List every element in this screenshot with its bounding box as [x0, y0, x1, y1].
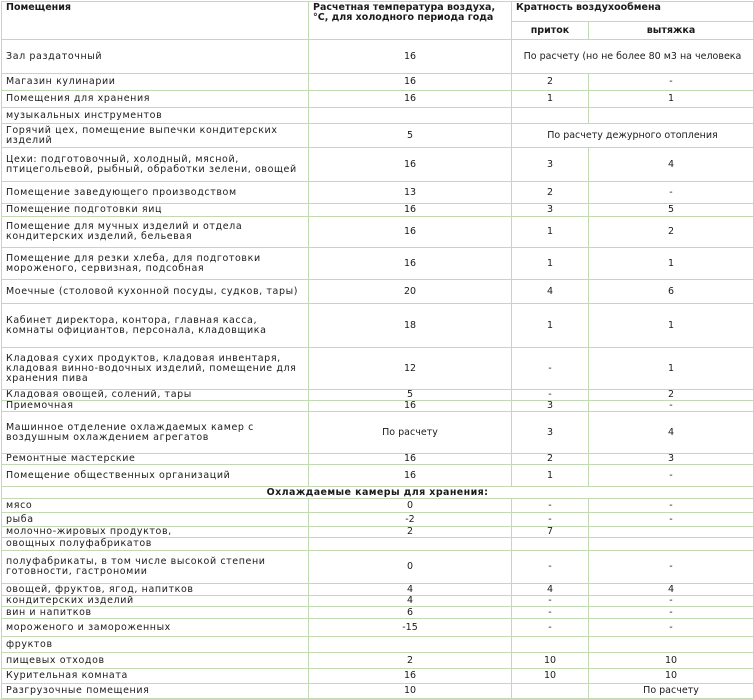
- room-name: овощей, фруктов, ягод, напитков: [2, 584, 309, 596]
- exhaust-cell: 1: [589, 248, 754, 280]
- section-header: Охлаждаемые камеры для хранения:: [2, 487, 754, 499]
- supply-cell: 2: [512, 74, 589, 91]
- temperature-cell: 2: [309, 653, 512, 669]
- room-name: Цехи: подготовочный, холодный, мясной, птицегольевой, рыбный, обработки зелени, овощей: [2, 148, 309, 182]
- temperature-cell: 16: [309, 465, 512, 487]
- room-name: Кладовая сухих продуктов, кладовая инвентаря, кладовая винно-водочных изделий, помещение для хранения пива: [2, 348, 309, 390]
- supply-cell: 10: [512, 669, 589, 684]
- supply-cell: 4: [512, 280, 589, 304]
- exhaust-cell: 2: [589, 217, 754, 248]
- room-name: кондитерских изделий: [2, 596, 309, 607]
- exhaust-cell: По расчету: [589, 684, 754, 699]
- temperature-cell: 20: [309, 280, 512, 304]
- exhaust-cell: -: [589, 551, 754, 584]
- room-name: Магазин кулинарии: [2, 74, 309, 91]
- supply-cell: 3: [512, 148, 589, 182]
- temperature-cell: 4: [309, 596, 512, 607]
- supply-cell: [512, 538, 589, 551]
- exhaust-cell: -: [589, 499, 754, 513]
- exhaust-cell: -: [589, 74, 754, 91]
- room-name: Помещение заведующего производством: [2, 182, 309, 204]
- temperature-cell: По расчету: [309, 412, 512, 454]
- supply-cell: 7: [512, 527, 589, 538]
- header-supply: приток: [512, 22, 589, 40]
- temperature-cell: 16: [309, 91, 512, 108]
- supply-cell: [512, 108, 589, 124]
- temperature-cell: 13: [309, 182, 512, 204]
- room-name: Кладовая овощей, солений, тары: [2, 390, 309, 401]
- room-name: овощных полуфабрикатов: [2, 538, 309, 551]
- room-name: Горячий цех, помещение выпечки кондитерских изделий: [2, 124, 309, 148]
- exhaust-cell: 5: [589, 204, 754, 217]
- exhaust-cell: 4: [589, 148, 754, 182]
- room-name: Зал раздаточный: [2, 40, 309, 74]
- room-name: Курительная комната: [2, 669, 309, 684]
- room-name: фруктов: [2, 637, 309, 653]
- supply-cell: -: [512, 390, 589, 401]
- supply-cell: -: [512, 513, 589, 527]
- supply-cell: 1: [512, 465, 589, 487]
- temperature-cell: -15: [309, 619, 512, 637]
- exhaust-cell: -: [589, 596, 754, 607]
- room-name: Кабинет директора, контора, главная касса, комнаты официантов, персонала, кладовщика: [2, 304, 309, 348]
- temperature-cell: [309, 637, 512, 653]
- exhaust-cell: -: [589, 607, 754, 619]
- temperature-cell: 16: [309, 669, 512, 684]
- supply-cell: -: [512, 607, 589, 619]
- exhaust-cell: [589, 538, 754, 551]
- room-name: Помещение для резки хлеба, для подготовки мороженого, сервизная, подсобная: [2, 248, 309, 280]
- temperature-cell: 5: [309, 124, 512, 148]
- exhaust-cell: 1: [589, 304, 754, 348]
- temperature-cell: 0: [309, 551, 512, 584]
- header-air-exchange: Кратность воздухообмена: [512, 2, 754, 22]
- supply-cell: 10: [512, 653, 589, 669]
- supply-cell: 1: [512, 304, 589, 348]
- temperature-cell: 16: [309, 40, 512, 74]
- exhaust-cell: 3: [589, 454, 754, 465]
- room-name: полуфабрикаты, в том числе высокой степени готовности, гастрономии: [2, 551, 309, 584]
- header-temperature: Расчетная температура воздуха,°С, для холодного периода года: [309, 2, 512, 40]
- exhaust-cell: 6: [589, 280, 754, 304]
- air-exchange-merged-cell: По расчету дежурного отопления: [512, 124, 754, 148]
- temperature-cell: 6: [309, 607, 512, 619]
- supply-cell: -: [512, 619, 589, 637]
- exhaust-cell: [589, 108, 754, 124]
- room-name: молочно-жировых продуктов,: [2, 527, 309, 538]
- supply-cell: 2: [512, 454, 589, 465]
- supply-cell: [512, 637, 589, 653]
- room-name: музыкальных инструментов: [2, 108, 309, 124]
- temperature-cell: 16: [309, 248, 512, 280]
- exhaust-cell: -: [589, 619, 754, 637]
- air-exchange-merged-cell: По расчету (но не более 80 м3 на человека: [512, 40, 754, 74]
- exhaust-cell: -: [589, 401, 754, 412]
- temperature-cell: 16: [309, 204, 512, 217]
- temperature-cell: 16: [309, 148, 512, 182]
- exhaust-cell: 1: [589, 348, 754, 390]
- exhaust-cell: 4: [589, 412, 754, 454]
- temperature-cell: [309, 108, 512, 124]
- supply-cell: 1: [512, 91, 589, 108]
- exhaust-cell: 4: [589, 584, 754, 596]
- supply-cell: 1: [512, 248, 589, 280]
- temperature-cell: 16: [309, 74, 512, 91]
- room-name: мороженого и замороженных: [2, 619, 309, 637]
- exhaust-cell: 10: [589, 653, 754, 669]
- room-name: Разгрузочные помещения: [2, 684, 309, 699]
- room-name: Ремонтные мастерские: [2, 454, 309, 465]
- supply-cell: 2: [512, 182, 589, 204]
- temperature-cell: 12: [309, 348, 512, 390]
- supply-cell: -: [512, 348, 589, 390]
- exhaust-cell: [589, 637, 754, 653]
- header-exhaust: вытяжка: [589, 22, 754, 40]
- room-name: пищевых отходов: [2, 653, 309, 669]
- temperature-cell: [309, 538, 512, 551]
- supply-cell: -: [512, 499, 589, 513]
- temperature-cell: 10: [309, 684, 512, 699]
- supply-cell: 3: [512, 204, 589, 217]
- room-name: Помещения для хранения: [2, 91, 309, 108]
- temperature-cell: 18: [309, 304, 512, 348]
- temperature-cell: -2: [309, 513, 512, 527]
- temperature-cell: 16: [309, 401, 512, 412]
- exhaust-cell: -: [589, 513, 754, 527]
- exhaust-cell: [589, 527, 754, 538]
- ventilation-table: [1, 1, 754, 699]
- temperature-cell: 16: [309, 217, 512, 248]
- supply-cell: 3: [512, 401, 589, 412]
- supply-cell: [512, 684, 589, 699]
- temperature-cell: 5: [309, 390, 512, 401]
- temperature-cell: 2: [309, 527, 512, 538]
- temperature-cell: 16: [309, 454, 512, 465]
- room-name: Помещение общественных организаций: [2, 465, 309, 487]
- temperature-cell: 0: [309, 499, 512, 513]
- supply-cell: 1: [512, 217, 589, 248]
- supply-cell: 3: [512, 412, 589, 454]
- room-name: Приемочная: [2, 401, 309, 412]
- supply-cell: -: [512, 551, 589, 584]
- room-name: рыба: [2, 513, 309, 527]
- room-name: Помещение для мучных изделий и отдела кондитерских изделий, бельевая: [2, 217, 309, 248]
- exhaust-cell: -: [589, 182, 754, 204]
- temperature-cell: 4: [309, 584, 512, 596]
- exhaust-cell: -: [589, 465, 754, 487]
- room-name: вин и напитков: [2, 607, 309, 619]
- exhaust-cell: 10: [589, 669, 754, 684]
- room-name: мясо: [2, 499, 309, 513]
- room-name: Помещение подготовки яиц: [2, 204, 309, 217]
- supply-cell: 4: [512, 584, 589, 596]
- room-name: Машинное отделение охлаждаемых камер с воздушным охлаждением агрегатов: [2, 412, 309, 454]
- room-name: Моечные (столовой кухонной посуды, судков, тары): [2, 280, 309, 304]
- exhaust-cell: 1: [589, 91, 754, 108]
- exhaust-cell: 2: [589, 390, 754, 401]
- supply-cell: -: [512, 596, 589, 607]
- header-room: Помещения: [2, 2, 309, 40]
